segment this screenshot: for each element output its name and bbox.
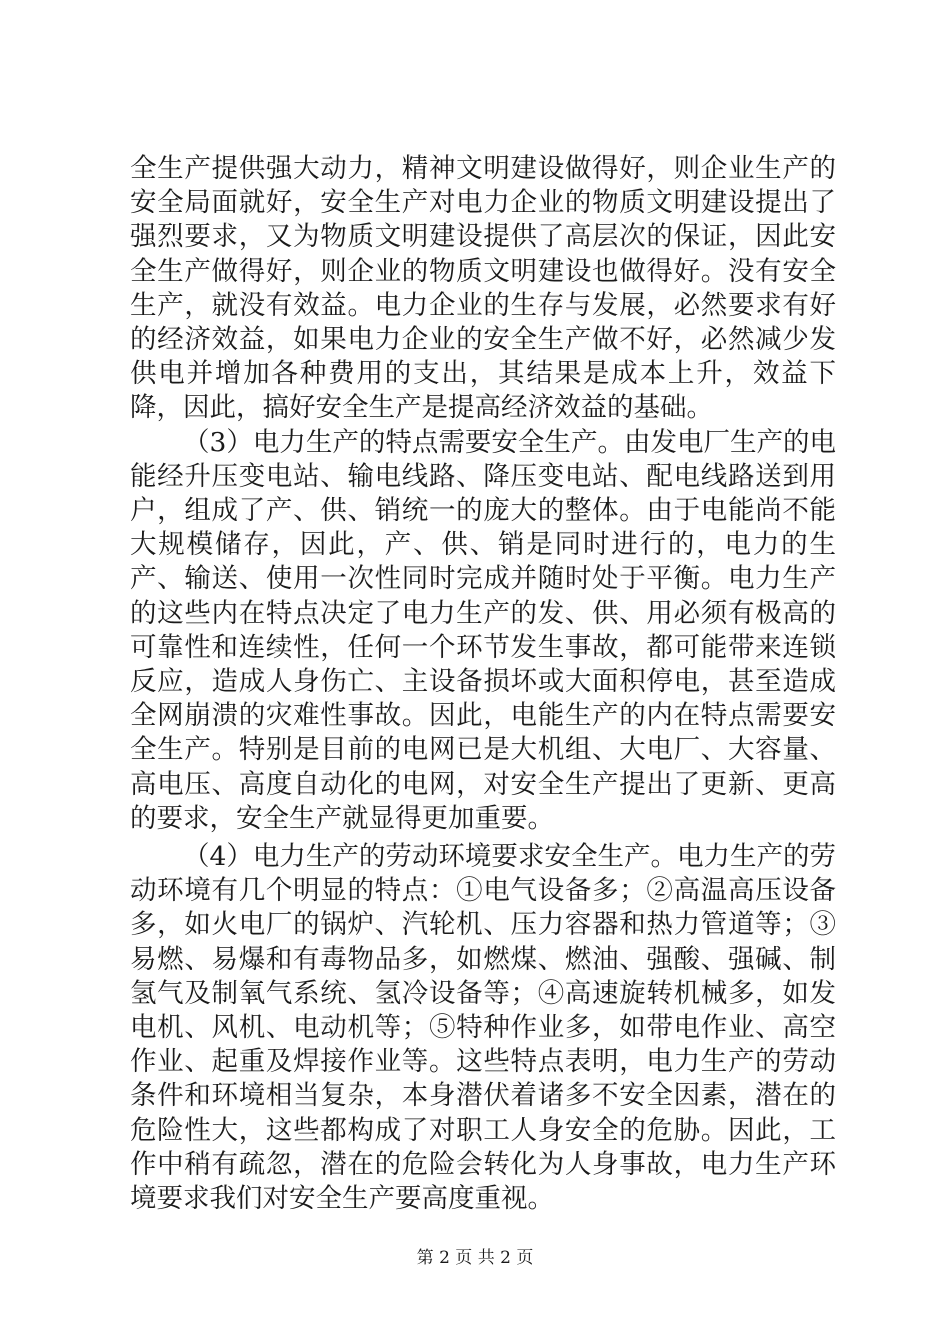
document-body [130, 152, 836, 1216]
page-footer: 第 2 页 共 2 页 [416, 1248, 534, 1268]
paragraph-item-4: （4）电力生产的劳动环境要求安全生产。电力生产的劳动环境有几个明显的特点：①电气设备多；②高温高压设备多，如火电厂的锅炉、汽轮机、压力容器和热力管道等；③易燃、易爆和有毒物品多，如燃煤、燃油、强酸、强碱、制氢气及制氧气系统、氢冷设备等；④高速旋转机械多，如发电机、风机、电动机等；⑤特种作业多，如带电作业、高空作业、起重及焊接作业等。这些特点表明，电力生产的劳动条件和环境相当复杂，本身潜伏着诸多不安全因素，潜在的危险性大，这些都构成了对职工人身安全的危胁。因此，工作中稍有疏忽，潜在的危险会转化为人身事故，电力生产环境要求我们对安全生产要高度重视。 [130, 841, 836, 1215]
paragraph-item-3: （3）电力生产的特点需要安全生产。由发电厂生产的电能经升压变电站、输电线路、降压变电站、配电线路送到用户，组成了产、供、销统一的庞大的整体。由于电能尚不能大规模储存，因此，产、供、销是同时进行的，电力的生产、输送、使用一次性同时完成并随时处于平衡。电力生产的这些内在特点决定了电力生产的发、供、用必须有极高的可靠性和连续性，任何一个环节发生事故，都可能带来连锁反应，造成人身伤亡、主设备损坏或大面积停电，甚至造成全网崩溃的灾难性事故。因此，电能生产的内在特点需要安全生产。特别是目前的电网已是大机组、大电厂、大容量、高电压、高度自动化的电网，对安全生产提出了更新、更高的要求，安全生产就显得更加重要。 [130, 426, 836, 834]
paragraph-continued: 全生产提供强大动力，精神文明建设做得好，则企业生产的安全局面就好，安全生产对电力企业的物质文明建设提出了强烈要求，又为物质文明建设提供了高层次的保证，因此安全生产做得好，则企业的物质文明建设也做得好。没有安全生产，就没有效益。电力企业的生存与发展，必然要求有好的经济效益，如果电力企业的安全生产做不好，必然减少发供电并增加各种费用的支出，其结果是成本上升，效益下降，因此，搞好安全生产是提高经济效益的基础。 [130, 153, 836, 424]
